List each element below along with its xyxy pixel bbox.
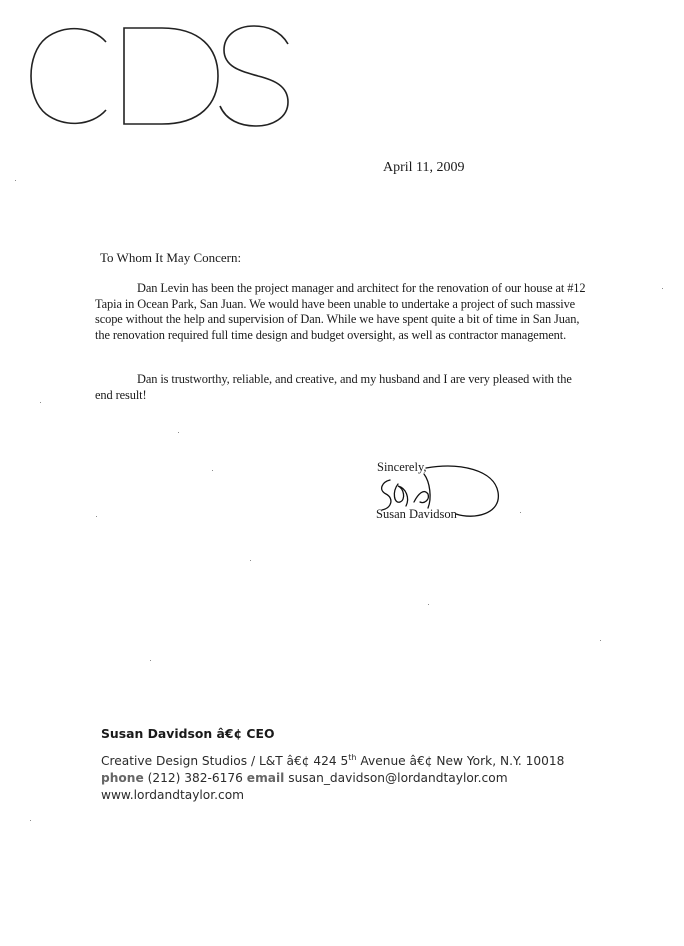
address-start: Creative Design Studios / L&T â€¢ 424 5: [101, 754, 349, 768]
letter-date: April 11, 2009: [383, 160, 465, 175]
scan-speck: [662, 288, 663, 289]
address-superscript: th: [348, 753, 357, 762]
body-paragraph-1: [95, 281, 590, 343]
footer-address: [101, 749, 564, 770]
email-label: email: [246, 771, 285, 785]
closing: Sincerely,: [377, 460, 427, 474]
scan-speck: [250, 560, 251, 561]
scan-speck: [212, 470, 213, 471]
scan-speck: [600, 640, 601, 641]
scan-speck: [96, 516, 97, 517]
paragraph-1-text: Dan Levin has been the project manager and architect for the renovation of our house at #12 Tapia in Ocean Park, San Juan. We would have been unable to undertake a project of such massive scope without the help and supervision of Dan. While we have spent quite a bit of time in San Juan, the renovation required full time design and budget oversight, as well as contractor management.: [95, 281, 586, 342]
scan-speck: [40, 402, 41, 403]
scan-speck: [428, 604, 429, 605]
footer-website[interactable]: www.lordandtaylor.com: [101, 788, 245, 802]
address-end: Avenue â€¢ New York, N.Y. 10018: [356, 754, 565, 768]
scan-speck: [30, 820, 31, 821]
phone-number: (212) 382-6176: [147, 771, 243, 785]
cds-logo: [22, 20, 292, 130]
salutation: To Whom It May Concern:: [100, 250, 242, 265]
footer-contact-line: [101, 770, 564, 787]
scan-speck: [520, 512, 521, 513]
phone-label: phone: [101, 771, 144, 785]
paragraph-2-text: Dan is trustworthy, reliable, and creative, and my husband and I are very pleased with the end result!: [95, 372, 572, 402]
scan-speck: [178, 432, 179, 433]
body-paragraph-2: [95, 372, 590, 403]
logo-letter-c: [31, 29, 106, 124]
email-address[interactable]: susan_davidson@lordandtaylor.com: [288, 771, 508, 785]
logo-letter-s: [220, 26, 288, 126]
scan-speck: [15, 180, 16, 181]
logo-letter-d: [124, 28, 218, 124]
scan-speck: [150, 660, 151, 661]
footer-contact-block: [101, 726, 564, 804]
signer-name: Susan Davidson: [376, 507, 457, 521]
footer-name-title: Susan Davidson â€¢ CEO: [101, 726, 275, 741]
